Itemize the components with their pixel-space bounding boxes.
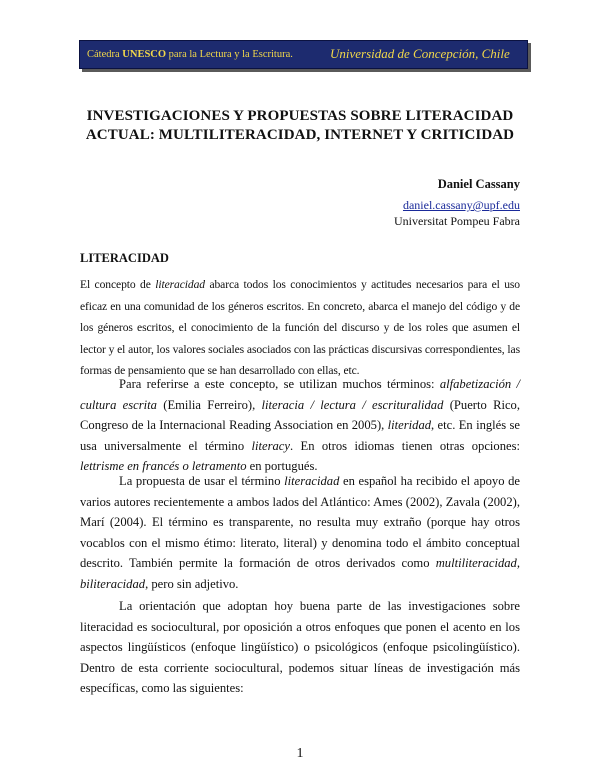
italic-term: multiliteracidad, biliteracidad [80, 556, 520, 591]
text-run: (Emilia Ferreiro), [156, 397, 262, 412]
banner-left-text [87, 49, 293, 60]
page-number: 1 [296, 746, 304, 761]
banner-unesco: UNESCO [122, 49, 167, 60]
header-banner [79, 40, 528, 69]
italic-term: literacidad [155, 278, 205, 291]
text-run: Para referirse a este concepto, se utilizan muchos términos: [119, 377, 440, 391]
italic-term: literacidad [284, 474, 340, 488]
author-email-link[interactable]: daniel.cassany@upf.edu [402, 198, 520, 212]
author-affiliation: Universitat Pompeu Fabra [394, 214, 520, 228]
text-run: La orientación que adoptan hoy buena parte de las investigaciones sobre literacidad es sociocultural, por oposición a otros enfoques que ponen el acento en los aspectos lingüísticos (enfoque lingüístico) o psicológicos (enfoque psicolingüístico). Dentro de esta corriente sociocultural, podemos situar líneas de investigación más específicas, como las siguientes: [80, 599, 520, 696]
text-run: en portugués. [246, 459, 318, 474]
text-run: en español ha recibido el apoyo de varios autores recientemente a ambos lados del Atlántico: Ames (2002), Zavala (2002), Marí (2004). El término es transparente, no resulta muy extraño (porque hay otros vocablos con el mismo étimo: literato, literal) y denomina todo el ámbito conceptual descrito. También permite la formación de otros derivados como [80, 474, 521, 571]
text-run: El concepto de [80, 278, 156, 291]
text-run: abarca todos los conocimientos y actitudes necesarios para el uso eficaz en una comunidad de los géneros escritos. En concreto, abarca el manejo del código y de los géneros escritos, el conocimiento de la función del discurso y de los roles que asumen el lector y el autor, los valores sociales asociados con las prácticas discursivas correspondientes, las formas de pensamiento que se han desarrollado con ellas, etc. [80, 278, 520, 377]
document-title: INVESTIGACIONES Y PROPUESTAS SOBRE LITERACIDAD ACTUAL: MULTILITERACIDAD, INTERNET Y CRITICIDAD [85, 108, 515, 143]
italic-term: literidad [387, 418, 432, 433]
paragraph-3 [80, 471, 520, 595]
text-run: . En otros idiomas tienen otras opciones: [289, 438, 520, 453]
text-run: (Puerto Rico, Congreso de la Internacional Reading Association en 2005), [80, 397, 521, 433]
paragraph-4 [80, 596, 520, 699]
text-run: , etc. En inglés se usa universalmente el término [80, 418, 520, 453]
text-run: La propuesta de usar el término [119, 474, 285, 488]
banner-prefix: Cátedra [87, 49, 123, 60]
paragraph-2 [80, 374, 520, 477]
italic-term: literacia / lectura / escrituralidad [261, 397, 444, 412]
banner-university: Universidad de Concepción, Chile [330, 46, 510, 61]
italic-term: literacy [251, 438, 290, 453]
paragraph-1 [80, 274, 520, 382]
text-run: , pero sin adjetivo. [145, 576, 239, 591]
banner-suffix: para la Lectura y la Escritura. [166, 49, 293, 60]
author-name: Daniel Cassany [437, 177, 520, 191]
section-heading: LITERACIDAD [80, 251, 169, 265]
italic-term: alfabetización / cultura escrita [80, 377, 520, 412]
italic-term: lettrisme en francés o letramento [80, 459, 247, 474]
